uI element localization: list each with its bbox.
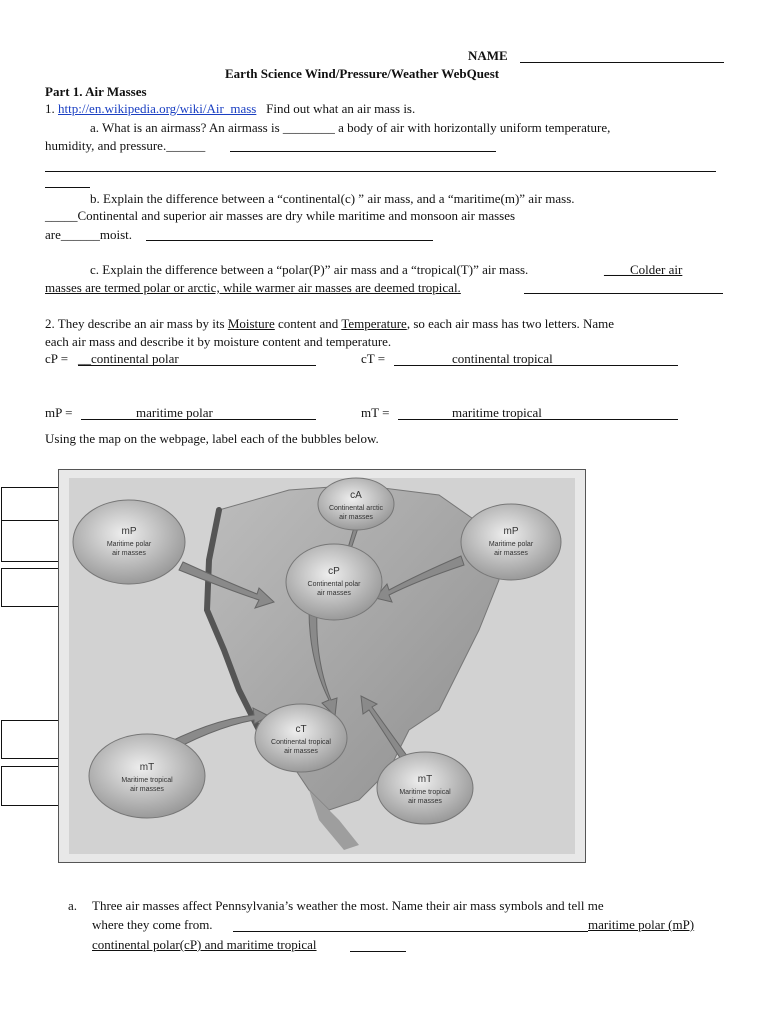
page-title: Earth Science Wind/Pressure/Weather WebQuest xyxy=(225,66,500,81)
bubble-mp-west-name2: air masses xyxy=(112,550,146,557)
pa-answer-line1[interactable] xyxy=(233,931,588,932)
question-c-line1: c. Explain the difference between a “polar(P)” air mass and a “tropical(T)” air mass. xyxy=(90,262,529,277)
bubble-mp-east-name2: air masses xyxy=(494,550,528,557)
air-mass-map xyxy=(58,469,586,863)
cT-answer: continental tropical xyxy=(452,351,553,366)
cP-label: cP = xyxy=(45,351,69,366)
q2-text-a: 2. They describe an air mass by its xyxy=(45,316,228,331)
question-c-answer1: ____Colder air xyxy=(604,262,683,277)
bubble-cp-name2: air masses xyxy=(317,590,351,597)
bubble-ca xyxy=(318,478,394,530)
answer-line-b[interactable] xyxy=(146,240,433,241)
q1-text: Find out what an air mass is. xyxy=(266,101,416,116)
bubble-mp-west-name1: Maritime polar xyxy=(106,541,152,548)
answer-line-a1[interactable] xyxy=(230,151,496,152)
mP-label: mP = xyxy=(45,405,73,420)
question-a-line2: humidity, and pressure.______ xyxy=(45,138,206,153)
bubble-mt-west-code: mT xyxy=(139,762,155,773)
wikipedia-air-mass-link[interactable]: http://en.wikipedia.org/wiki/Air_mass xyxy=(58,101,257,116)
bubble-mt-east-name2: air masses xyxy=(408,798,442,805)
bubble-ct-name2: air masses xyxy=(284,748,318,755)
part1-heading: Part 1. Air Masses xyxy=(45,84,147,99)
question-a-line1: a. What is an airmass? An airmass is ________ a body of air with horizontally uniform temperature, xyxy=(90,120,611,135)
bubble-mt-west-name2: air masses xyxy=(130,786,164,793)
cT-label: cT = xyxy=(361,351,386,366)
question-2-line1 xyxy=(45,316,614,332)
pa-question-line2: where they come from. xyxy=(92,917,213,932)
bubble-cp-code: cP xyxy=(328,566,340,577)
bubble-ca-name1: Continental arctic xyxy=(328,505,384,512)
question-c-answer2: masses are termed polar or arctic, while warmer air masses are deemed tropical. xyxy=(45,280,461,295)
bubble-ca-code: cA xyxy=(350,490,362,501)
answer-line-c[interactable] xyxy=(524,293,723,294)
question-1 xyxy=(45,101,415,117)
question-b-line1: b. Explain the difference between a “continental(c) ” air mass, and a “maritime(m)” air mass. xyxy=(90,191,575,206)
question-b-line2: _____Continental and superior air masses are dry while maritime and monsoon air masses xyxy=(45,208,516,223)
answer-line-a2[interactable] xyxy=(45,171,716,172)
bubble-mt-west-name1: Maritime tropical xyxy=(121,777,173,784)
bubble-ct-code: cT xyxy=(295,724,307,735)
cP-answer: __continental polar xyxy=(78,351,179,366)
bubble-mp-east-code: mP xyxy=(503,526,519,537)
cT-answer-line[interactable] xyxy=(394,365,678,366)
answer-line-a3[interactable] xyxy=(45,187,90,188)
q2-temperature: Temperature xyxy=(341,316,407,331)
mT-answer-line[interactable] xyxy=(398,419,678,420)
bubble-mt-east-code: mT xyxy=(417,774,433,785)
bubble-mt-west xyxy=(89,734,205,818)
mP-answer: maritime polar xyxy=(136,405,213,420)
q2-text-c: , so each air mass has two letters. Name xyxy=(406,316,615,331)
q2-text-b: content and xyxy=(274,316,342,331)
q2-moisture: Moisture xyxy=(227,316,275,331)
air-mass-map-graphic xyxy=(59,470,585,862)
question-2-line2: each air mass and describe it by moisture content and temperature. xyxy=(45,334,392,349)
question-b-line3: are______moist. xyxy=(45,227,133,242)
name-label: NAME xyxy=(468,48,508,63)
pa-question-marker: a. xyxy=(68,898,78,913)
bubble-mt-east xyxy=(377,752,473,824)
bubble-mp-west-code: mP xyxy=(121,526,137,537)
bubble-cp xyxy=(286,544,382,620)
bubble-mp-east-name1: Maritime polar xyxy=(488,541,534,548)
pa-answer1: maritime polar (mP) xyxy=(588,917,695,932)
q1-number: 1. xyxy=(45,101,55,116)
cP-answer-line[interactable] xyxy=(78,365,316,366)
pa-question-line1: Three air masses affect Pennsylvania’s weather the most. Name their air mass symbols and tell me xyxy=(92,898,604,913)
name-field-line[interactable] xyxy=(520,62,724,63)
pa-answer-line2[interactable] xyxy=(350,951,406,952)
mT-answer: maritime tropical xyxy=(452,405,542,420)
bubble-ct xyxy=(255,704,347,772)
bubble-cp-name1: Continental polar xyxy=(307,581,361,588)
mT-label: mT = xyxy=(361,405,390,420)
bubble-mp-east xyxy=(461,504,561,580)
bubble-ca-name2: air masses xyxy=(339,514,373,521)
mP-answer-line[interactable] xyxy=(81,419,316,420)
bubble-mt-east-name1: Maritime tropical xyxy=(399,789,451,796)
bubble-ct-name1: Continental tropical xyxy=(271,739,331,746)
pa-answer2: continental polar(cP) and maritime tropical xyxy=(92,937,317,952)
map-instruction: Using the map on the webpage, label each of the bubbles below. xyxy=(45,431,379,446)
bubble-mp-west xyxy=(73,500,185,584)
